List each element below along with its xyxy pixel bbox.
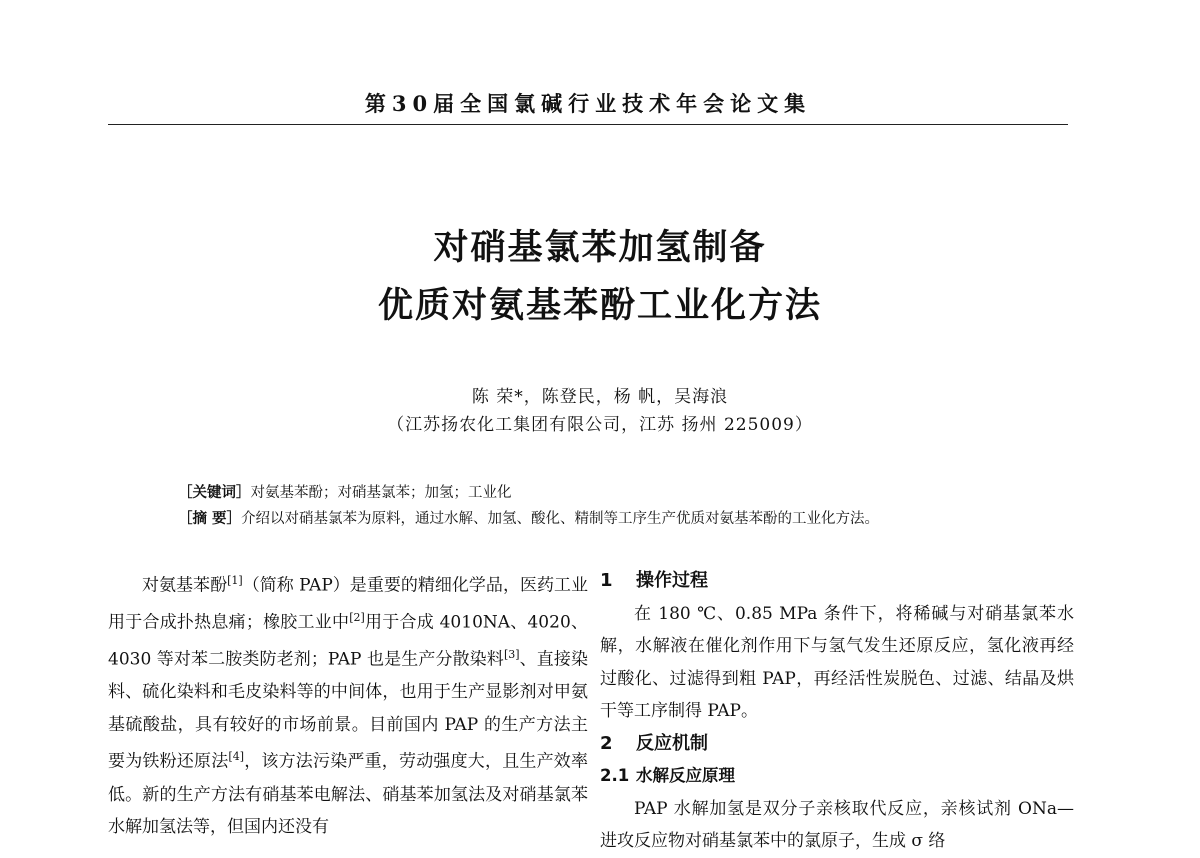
citation: [2]: [349, 611, 365, 625]
intro-text: 、直接染料、硫化染料和毛皮染料等的中间体，也用于生产显影剂对甲氨基硫酸盐，具有较好的市场前景。目前国内 PAP 的生产方法主要为铁粉还原法: [108, 649, 589, 773]
running-header: 第30届全国氯碱行业技术年会论文集: [364, 91, 812, 116]
section-1-paragraph: 在 180 ℃、0.85 MPa 条件下，将稀碱与对硝基氯苯水解，水解液在催化剂作用下与氢气发生还原反应，氢化液再经过酸化、过滤得到粗 PAP，再经活性炭脱色、过滤、结晶及烘干等工序制得 PAP。: [600, 603, 1074, 721]
intro-text: （简称 PAP）是重要的精细化学品，医药工业用于合成扑热息痛；橡胶工业中: [108, 575, 589, 633]
subsection-title: 水解反应原理: [636, 766, 735, 785]
section-title: 操作过程: [636, 570, 708, 591]
abstract-label: ［摘 要］: [178, 511, 242, 527]
abstract-text: 介绍以对硝基氯苯为原料，通过水解、加氢、酸化、精制等工序生产优质对氨基苯酚的工业化方法。: [241, 511, 880, 527]
intro-text: 对氨基苯酚: [142, 575, 228, 596]
paper-title-line-1: 对硝基氯苯加氢制备: [433, 228, 767, 268]
header-rule: [108, 124, 1068, 125]
keywords-text: 对氨基苯酚；对硝基氯苯；加氢；工业化: [250, 485, 512, 501]
section-number: 2: [600, 732, 613, 754]
citation: [1]: [227, 574, 243, 587]
author-list: 陈 荣*，陈登民，杨 帆，吴海浪: [471, 387, 729, 407]
right-column: [600, 565, 1074, 858]
section-title: 反应机制: [636, 732, 708, 754]
section-2-1-paragraph: PAP 水解加氢是双分子亲核取代反应，亲核试剂 ONa—进攻反应物对硝基氯苯中的氯原子，生成 σ 络: [600, 798, 1074, 851]
intro-text: 用于合成 4010NA、4020、4030 等对苯二胺类防老剂；PAP 也是生产分散染料: [108, 612, 588, 670]
keywords-label: ［关键词］: [178, 485, 251, 501]
affiliation: （江苏扬农化工集团有限公司，江苏 扬州 225009）: [387, 415, 813, 435]
section-1-heading: [600, 565, 1074, 598]
section-number: 1: [600, 570, 613, 591]
citation: [3]: [503, 648, 520, 662]
section-2-1-heading: [600, 760, 1074, 793]
paper-title-line-2: 优质对氨基苯酚工业化方法: [377, 286, 822, 326]
intro-paragraph: [108, 565, 588, 844]
section-2-heading: [600, 728, 1074, 761]
intro-text: ，该方法污染严重，劳动强度大，且生产效率低。新的生产方法有硝基苯电解法、硝基苯加氢法及对硝基氯苯水解加氢法等，但国内还没有: [108, 752, 589, 838]
citation: [4]: [228, 750, 244, 764]
abstract: [178, 507, 1058, 528]
left-column: [108, 565, 588, 844]
keywords: [178, 481, 1058, 502]
subsection-number: 2.1: [600, 766, 630, 785]
